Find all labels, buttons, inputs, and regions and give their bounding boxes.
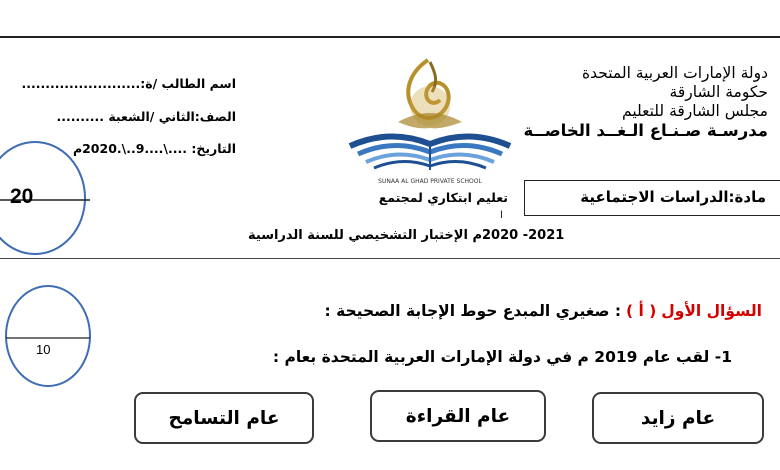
government-line: حكومة الشارقة [669, 83, 768, 101]
question-label: السؤال الأول [661, 302, 762, 320]
logo-caption: SUNAA AL GHAD PRIVATE SCHOOL [378, 178, 482, 185]
section-score-oval [2, 282, 94, 390]
student-name-field: اسم الطالب /ة:......................... [21, 76, 236, 91]
motto-text: تعليم ابتكاري لمجتمع [378, 190, 508, 205]
exam-title: 2021- 2020م الإختبار التشخيصي للسنة الدراسية [248, 228, 565, 243]
total-score: 20 [10, 185, 34, 208]
school-logo-icon [340, 52, 520, 188]
question-heading [325, 302, 763, 320]
question-item: 1- لقب عام 2019 م في دولة الإمارات العربية المتحدة بعام : [272, 348, 732, 366]
school-name: مدرسـة صـنـاع الـغــد الخاصــة [523, 121, 768, 140]
choice-year-of-zayed[interactable]: عام زايد [592, 392, 764, 444]
choice-year-of-tolerance[interactable]: عام التسامح [134, 392, 314, 444]
header-separator [0, 258, 780, 259]
motto-dot: ا [500, 210, 503, 221]
country-line: دولة الإمارات العربية المتحدة [581, 64, 768, 82]
section-score: 10 [36, 342, 51, 357]
top-rule [0, 36, 780, 38]
council-line: مجلس الشارقة للتعليم [622, 102, 768, 120]
date-field: التاريخ: ....\....9..\.2020م [72, 141, 236, 156]
header-right [523, 64, 768, 140]
subject-label: مادة:الدراسات الاجتماعية [580, 188, 766, 206]
choice-year-of-reading[interactable]: عام القراءة [370, 390, 546, 442]
question-instruction: : صغيري المبدع حوط الإجابة الصحيحة : [324, 302, 622, 320]
grade-field: الصف:الثاني /الشعبة .......... [56, 109, 236, 124]
question-letter: ( أ ) [626, 302, 657, 320]
